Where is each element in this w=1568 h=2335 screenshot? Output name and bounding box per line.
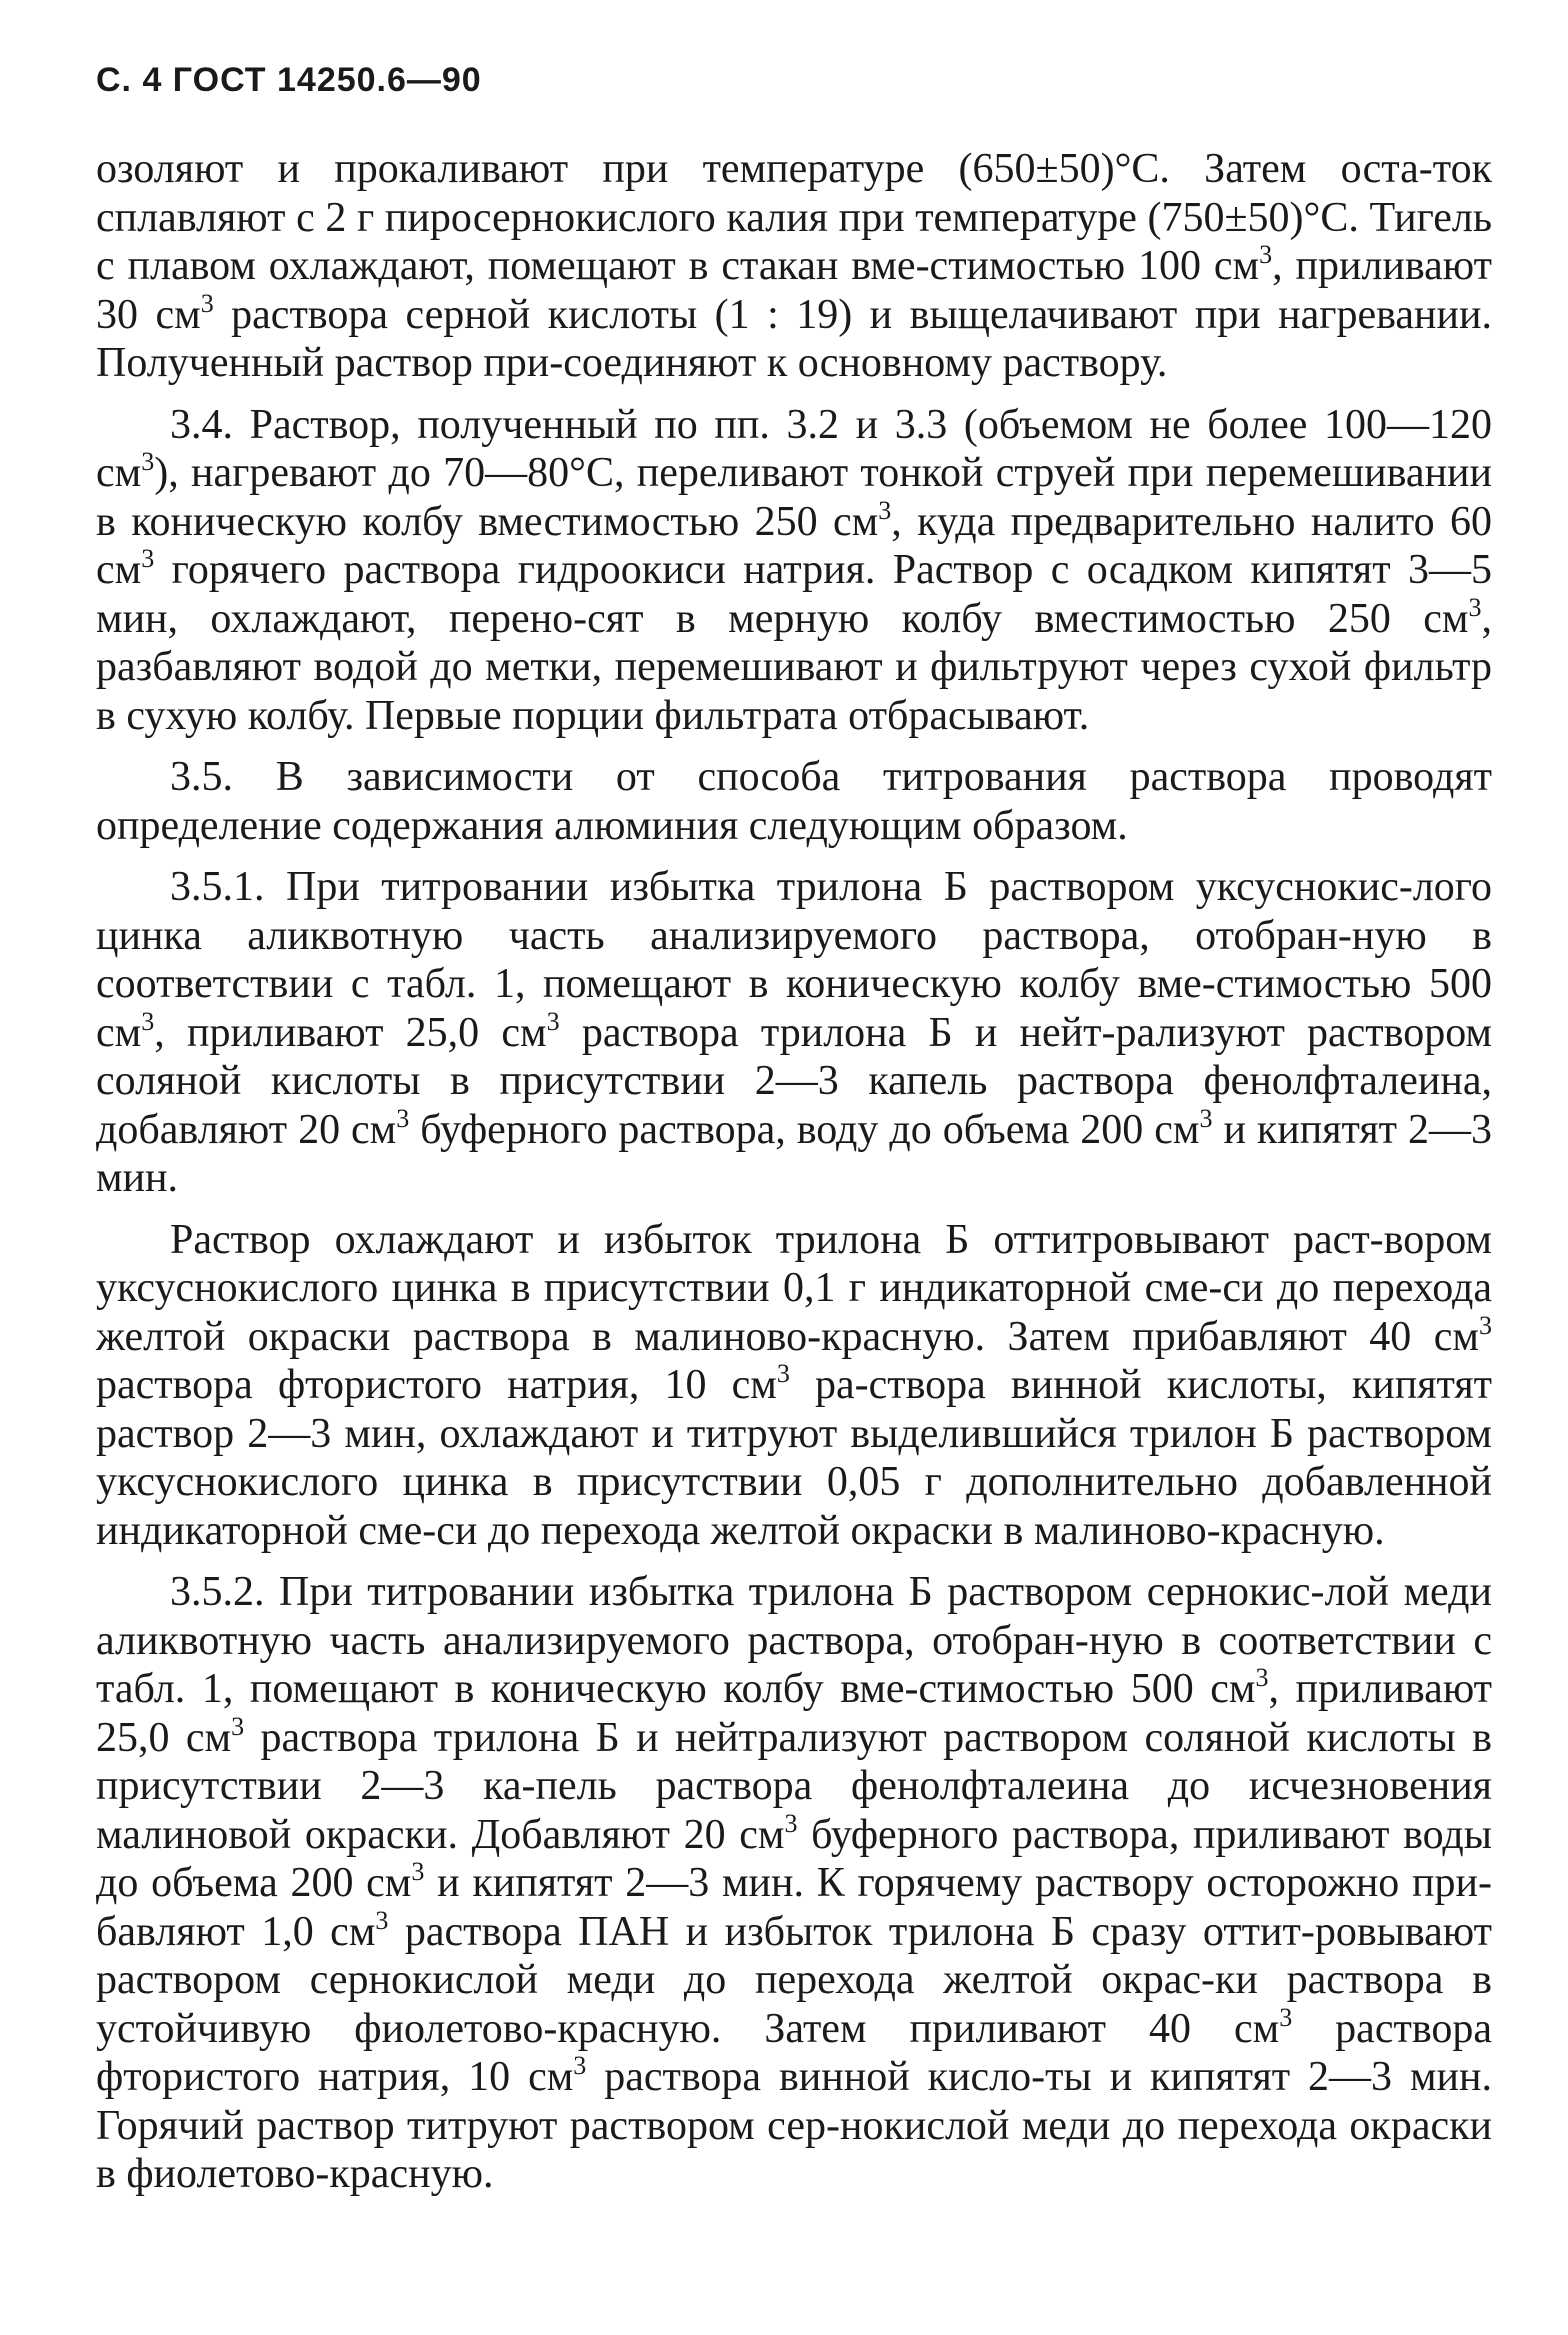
paragraph-3-5-1: 3.5.1. При титровании избытка трилона Б раствором уксуснокис-лого цинка аликвотную часть анализируемого раствора, отобран-ную в соответствии с табл. 1, помещают в коническую колбу вме-стимостью 500 $см^3$, приливают 25,0 $см^3$ раствора трилона Б и нейт-рализуют раствором соляной кислоты в присутствии 2—3 капель раствора фенолфталеина, добавляют 20 $см^3$ буферного раствора, воду до объема 200 $см^3$ и кипятят 2—3 мин. (96, 864, 1492, 1202)
paragraph-3-5: 3.5. В зависимости от способа титрования раствора проводят определение содержания алюминия следующим образом. (96, 754, 1492, 849)
paragraph-continuation: озоляют и прокаливают при температуре (650±50)°С. Затем оста-ток сплавляют с 2 г пиросернокислого калия при температуре (750±50)°С. Тигель с плавом охлаждают, помещают в стакан вме-стимостью 100 $см^3$, приливают 30 $см^3$ раствора серной кислоты (1 : 19) и выщелачивают при нагревании. Полученный раствор при-соединяют к основному раствору. (96, 146, 1492, 387)
running-head: С. 4 ГОСТ 14250.6—90 (96, 61, 482, 99)
document-page (96, 62, 1492, 2199)
paragraph-3-5-1-continuation: Раствор охлаждают и избыток трилона Б оттитровывают раст-вором уксуснокислого цинка в присутствии 0,1 г индикаторной сме-си до перехода желтой окраски раствора в малиново-красную. Затем прибавляют 40 $см^3$ раствора фтористого натрия, 10 $см^3$ ра-створа винной кислоты, кипятят раствор 2—3 мин, охлаждают и титруют выделившийся трилон Б раствором уксуснокислого цинка в присутствии 0,05 г дополнительно добавленной индикаторной сме-си до перехода желтой окраски в малиново-красную. (96, 1216, 1492, 1554)
paragraph-3-4: 3.4. Раствор, полученный по пп. 3.2 и 3.3 (объемом не более 100—120 $см^3$), нагревают до 70—80°С, переливают тонкой струей при перемешивании в коническую колбу вместимостью 250 $см^3$, куда предварительно налито 60 $см^3$ горячего раствора гидроокиси натрия. Раствор с осадком кипятят 3—5 мин, охлаждают, перено-сят в мерную колбу вместимостью 250 $см^3$, разбавляют водой до метки, перемешивают и фильтруют через сухой фильтр в сухую колбу. Первые порции фильтрата отбрасывают. (96, 401, 1492, 739)
paragraph-3-5-2: 3.5.2. При титровании избытка трилона Б раствором сернокис-лой меди аликвотную часть анализируемого раствора, отобран-ную в соответствии с табл. 1, помещают в коническую колбу вме-стимостью 500 $см^3$, приливают 25,0 $см^3$ раствора трилона Б и нейтрализуют раствором соляной кислоты в присутствии 2—3 ка-пель раствора фенолфталеина до исчезновения малиновой окраски. Добавляют 20 $см^3$ буферного раствора, приливают воды до объема 200 $см^3$ и кипятят 2—3 мин. К горячему раствору осторожно при-бавляют 1,0 $см^3$ раствора ПАН и избыток трилона Б сразу оттит-ровывают раствором сернокислой меди до перехода желтой окрас-ки раствора в устойчивую фиолетово-красную. Затем приливают 40 $см^3$ раствора фтористого натрия, 10 $см^3$ раствора винной кисло-ты и кипятят 2—3 мин. Горячий раствор титруют раствором сер-нокислой меди до перехода окраски в фиолетово-красную. (96, 1569, 1493, 2198)
